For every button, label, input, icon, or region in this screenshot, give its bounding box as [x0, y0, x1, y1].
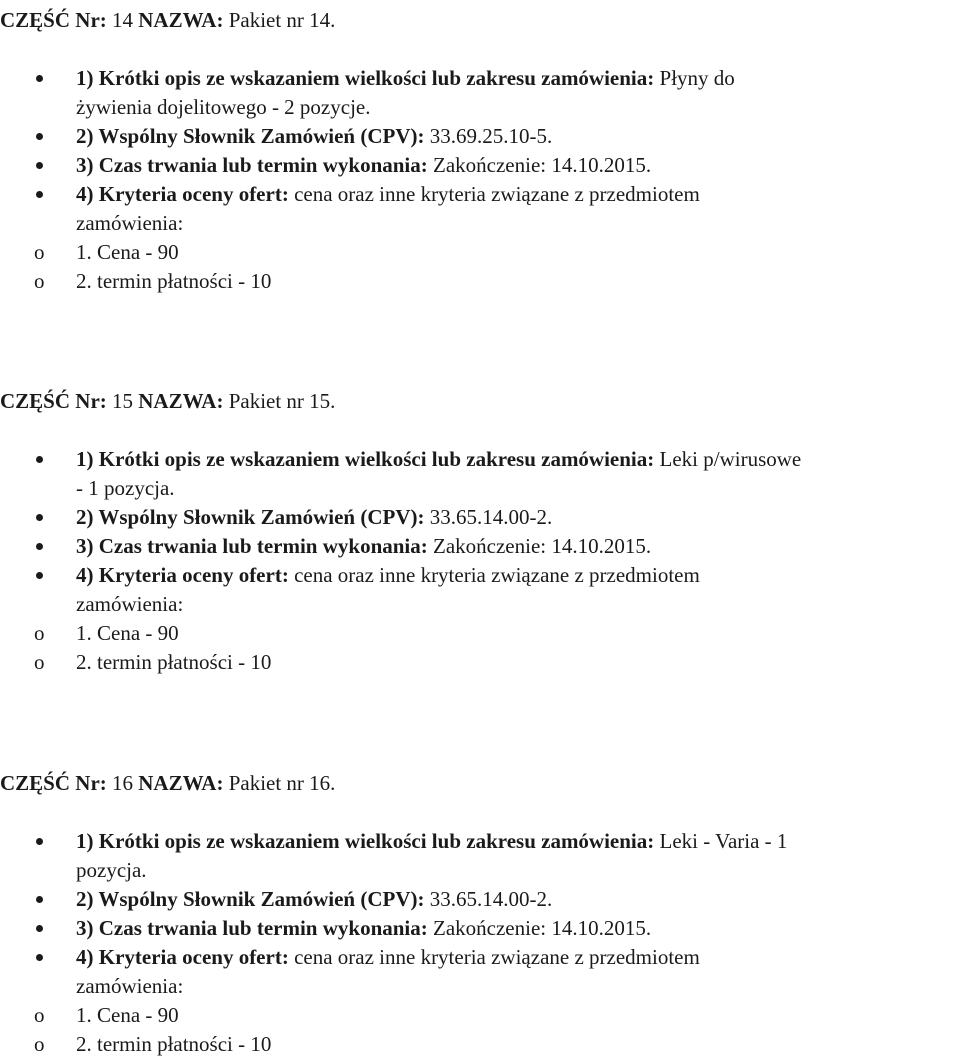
bullet-icon [36, 514, 43, 521]
description-label: 1) Krótki opis ze wskazaniem wielkości lub zakresu zamówienia: [76, 66, 655, 90]
criteria-text-cont: zamówienia: [76, 211, 184, 235]
bullet-icon [36, 925, 43, 932]
criteria-item [76, 561, 960, 619]
criteria-label: 4) Kryteria oceny ofert: [76, 182, 289, 206]
cpv-item [76, 885, 960, 914]
description-value-cont: żywienia dojelitowego - 2 pozycje. [76, 95, 371, 119]
criteria-item [76, 180, 960, 238]
description-value-cont: - 1 pozycja. [76, 476, 175, 500]
description-value: Leki - Varia - 1 [659, 829, 788, 853]
criteria-label: 4) Kryteria oceny ofert: [76, 945, 289, 969]
bullet-icon [36, 456, 43, 463]
circle-bullet-icon: o [34, 269, 45, 293]
criterion-subitem [34, 238, 179, 267]
description-value: Leki p/wirusowe [659, 447, 802, 471]
duration-value: Zakończenie: 14.10.2015. [433, 916, 652, 940]
bullet-icon [36, 133, 43, 140]
duration-value: Zakończenie: 14.10.2015. [433, 534, 652, 558]
part-number-label: CZĘŚĆ Nr: [0, 389, 107, 413]
duration-label: 3) Czas trwania lub termin wykonania: [76, 153, 428, 177]
bullet-icon [36, 75, 43, 82]
part-number-label: CZĘŚĆ Nr: [0, 771, 107, 795]
part-number: 14 [112, 8, 134, 32]
circle-bullet-icon: o [34, 1032, 45, 1056]
duration-item [76, 151, 960, 180]
circle-bullet-icon: o [34, 240, 45, 264]
duration-value: Zakończenie: 14.10.2015. [433, 153, 652, 177]
circle-bullet-icon: o [34, 621, 45, 645]
criteria-text-cont: zamówienia: [76, 974, 184, 998]
part-heading [0, 387, 335, 416]
duration-label: 3) Czas trwania lub termin wykonania: [76, 534, 428, 558]
criterion-text: 1. Cena - 90 [76, 1003, 179, 1027]
bullet-icon [36, 191, 43, 198]
bullet-icon [36, 543, 43, 550]
criterion-text: 1. Cena - 90 [76, 240, 179, 264]
description-label: 1) Krótki opis ze wskazaniem wielkości lub zakresu zamówienia: [76, 447, 655, 471]
bullet-icon [36, 838, 43, 845]
description-value: Płyny do [659, 66, 735, 90]
circle-bullet-icon: o [34, 1003, 45, 1027]
criteria-item [76, 943, 960, 1001]
part-heading [0, 6, 335, 35]
cpv-value: 33.65.14.00-2. [429, 887, 553, 911]
part-name-label: NAZWA: [138, 771, 224, 795]
part-number: 15 [112, 389, 134, 413]
description-item [76, 445, 960, 503]
bullet-icon [36, 572, 43, 579]
criteria-text: cena oraz inne kryteria związane z przedmiotem [294, 945, 700, 969]
part-heading [0, 769, 335, 798]
part-name: Pakiet nr 15. [228, 389, 336, 413]
criterion-text: 2. termin płatności - 10 [76, 1032, 272, 1056]
criteria-label: 4) Kryteria oceny ofert: [76, 563, 289, 587]
duration-item [76, 914, 960, 943]
cpv-item [76, 122, 960, 151]
cpv-value: 33.69.25.10-5. [429, 124, 553, 148]
criteria-text: cena oraz inne kryteria związane z przedmiotem [294, 563, 700, 587]
description-item [76, 64, 960, 122]
circle-bullet-icon: o [34, 650, 45, 674]
part-name: Pakiet nr 16. [228, 771, 336, 795]
cpv-item [76, 503, 960, 532]
bullet-icon [36, 954, 43, 961]
description-item [76, 827, 960, 885]
part-number: 16 [112, 771, 134, 795]
criterion-subitem [34, 1030, 272, 1059]
criterion-subitem [34, 1001, 179, 1030]
criterion-subitem [34, 267, 272, 296]
cpv-label: 2) Wspólny Słownik Zamówień (CPV): [76, 124, 425, 148]
bullet-icon [36, 896, 43, 903]
criteria-text-cont: zamówienia: [76, 592, 184, 616]
part-name-label: NAZWA: [138, 389, 224, 413]
description-value-cont: pozycja. [76, 858, 147, 882]
duration-label: 3) Czas trwania lub termin wykonania: [76, 916, 428, 940]
criterion-subitem [34, 648, 272, 677]
part-name-label: NAZWA: [138, 8, 224, 32]
criterion-text: 2. termin płatności - 10 [76, 269, 272, 293]
duration-item [76, 532, 960, 561]
criterion-text: 1. Cena - 90 [76, 621, 179, 645]
bullet-icon [36, 162, 43, 169]
cpv-value: 33.65.14.00-2. [429, 505, 553, 529]
criteria-text: cena oraz inne kryteria związane z przedmiotem [294, 182, 700, 206]
part-number-label: CZĘŚĆ Nr: [0, 8, 107, 32]
description-label: 1) Krótki opis ze wskazaniem wielkości lub zakresu zamówienia: [76, 829, 655, 853]
part-name: Pakiet nr 14. [228, 8, 336, 32]
criterion-text: 2. termin płatności - 10 [76, 650, 272, 674]
cpv-label: 2) Wspólny Słownik Zamówień (CPV): [76, 887, 425, 911]
cpv-label: 2) Wspólny Słownik Zamówień (CPV): [76, 505, 425, 529]
criterion-subitem [34, 619, 179, 648]
